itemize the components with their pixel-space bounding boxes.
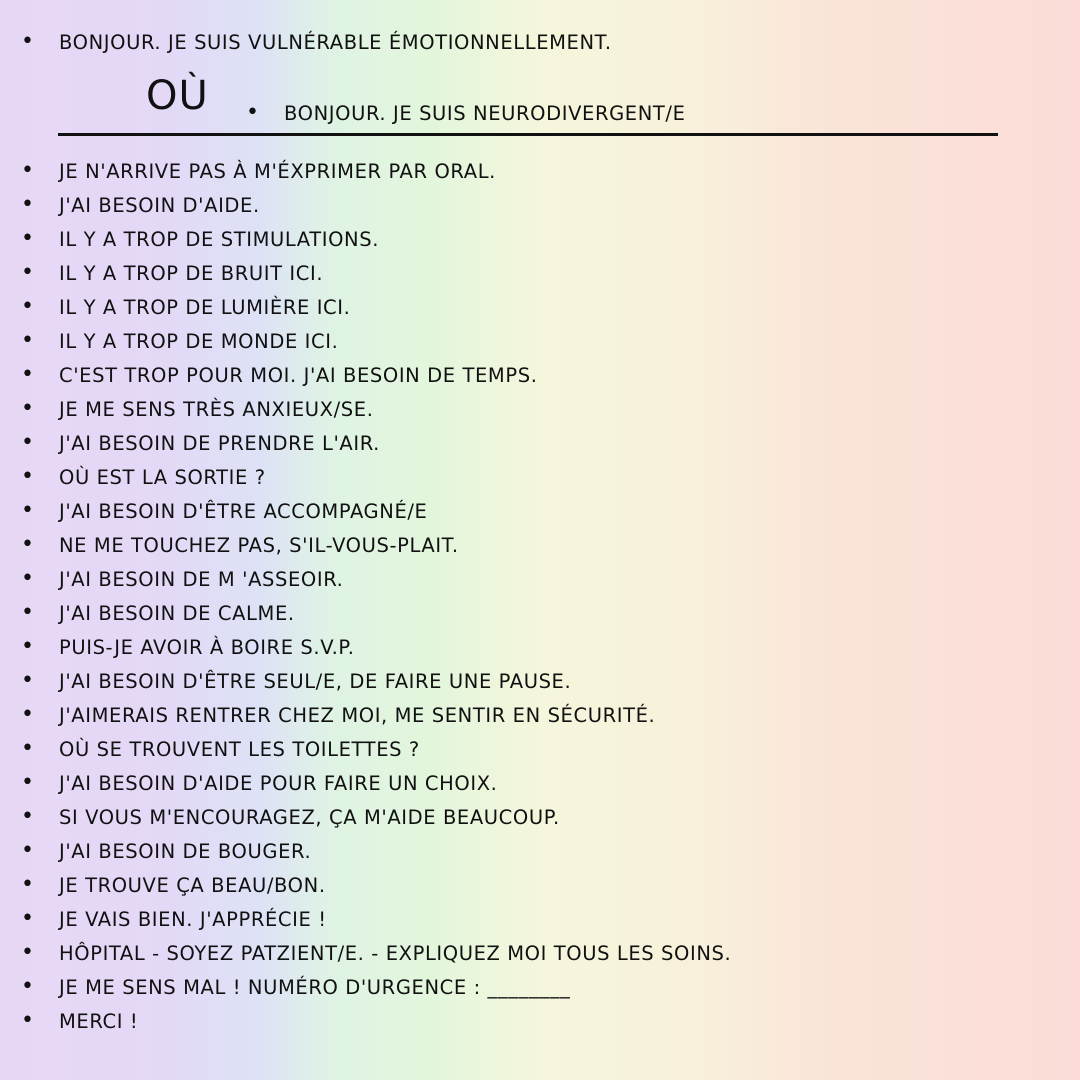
list-item-bullet: •: [21, 226, 34, 251]
list-item: JE N'ARRIVE PAS À M'ÉXPRIMER PAR ORAL.: [59, 160, 496, 183]
intro-bullet: •: [21, 29, 34, 54]
list-item: J'AI BESOIN DE PRENDRE L'AIR.: [59, 432, 380, 455]
intro-line-vulnerable: BONJOUR. JE SUIS VULNÉRABLE ÉMOTIONNELLEMENT.: [59, 31, 612, 54]
list-item-bullet: •: [21, 328, 34, 353]
list-item: J'AI BESOIN D'ÊTRE SEUL/E, DE FAIRE UNE PAUSE.: [59, 670, 572, 693]
list-item-bullet: •: [21, 192, 34, 217]
list-item: J'AI BESOIN DE BOUGER.: [59, 840, 312, 863]
list-item: J'AI BESOIN D'ÊTRE ACCOMPAGNÉ/E: [59, 500, 428, 523]
list-item-bullet: •: [21, 260, 34, 285]
list-item-bullet: •: [21, 362, 34, 387]
list-item-bullet: •: [21, 158, 34, 183]
list-item: J'AIMERAIS RENTRER CHEZ MOI, ME SENTIR EN SÉCURITÉ.: [59, 704, 656, 727]
list-item-bullet: •: [21, 940, 34, 965]
list-item: J'AI BESOIN D'AIDE POUR FAIRE UN CHOIX.: [59, 772, 498, 795]
list-item-bullet: •: [21, 396, 34, 421]
list-item: J'AI BESOIN D'AIDE.: [59, 194, 260, 217]
list-item-bullet: •: [21, 770, 34, 795]
or-label: OÙ: [146, 73, 209, 119]
list-item: C'EST TROP POUR MOI. J'AI BESOIN DE TEMPS.: [59, 364, 538, 387]
intro-line-neurodivergent: BONJOUR. JE SUIS NEURODIVERGENT/E: [284, 102, 686, 125]
list-item: IL Y A TROP DE LUMIÈRE ICI.: [59, 296, 351, 319]
list-item: PUIS-JE AVOIR À BOIRE S.V.P.: [59, 636, 355, 659]
list-item: OÙ EST LA SORTIE ?: [59, 466, 266, 489]
list-item: JE TROUVE ÇA BEAU/BON.: [59, 874, 326, 897]
list-item-bullet: •: [21, 974, 34, 999]
list-item: J'AI BESOIN DE CALME.: [59, 602, 295, 625]
list-item: HÔPITAL - SOYEZ PATZIENT/E. - EXPLIQUEZ MOI TOUS LES SOINS.: [59, 942, 732, 965]
list-item-bullet: •: [21, 1008, 34, 1033]
list-item: NE ME TOUCHEZ PAS, S'IL-VOUS-PLAIT.: [59, 534, 459, 557]
list-item-bullet: •: [21, 566, 34, 591]
list-item-bullet: •: [21, 702, 34, 727]
list-item-bullet: •: [21, 804, 34, 829]
list-item: J'AI BESOIN DE M 'ASSEOIR.: [59, 568, 344, 591]
list-item: IL Y A TROP DE MONDE ICI.: [59, 330, 339, 353]
list-item-bullet: •: [21, 498, 34, 523]
list-item: IL Y A TROP DE BRUIT ICI.: [59, 262, 324, 285]
list-item: JE ME SENS MAL ! NUMÉRO D'URGENCE : ________: [59, 976, 571, 999]
list-item-bullet: •: [21, 838, 34, 863]
list-item-bullet: •: [21, 600, 34, 625]
list-item-bullet: •: [21, 668, 34, 693]
list-item-bullet: •: [21, 736, 34, 761]
list-item-bullet: •: [21, 872, 34, 897]
list-item-bullet: •: [21, 464, 34, 489]
list-item-bullet: •: [21, 430, 34, 455]
list-item-bullet: •: [21, 906, 34, 931]
list-item: MERCI !: [59, 1010, 139, 1033]
list-item-bullet: •: [21, 532, 34, 557]
list-item-bullet: •: [21, 634, 34, 659]
list-item: OÙ SE TROUVENT LES TOILETTES ?: [59, 738, 420, 761]
list-item-bullet: •: [21, 294, 34, 319]
list-item: JE VAIS BIEN. J'APPRÉCIE !: [59, 908, 327, 931]
list-item: IL Y A TROP DE STIMULATIONS.: [59, 228, 380, 251]
list-item: JE ME SENS TRÈS ANXIEUX/SE.: [59, 398, 374, 421]
alt-bullet: •: [246, 100, 259, 125]
list-item: SI VOUS M'ENCOURAGEZ, ÇA M'AIDE BEAUCOUP.: [59, 806, 560, 829]
